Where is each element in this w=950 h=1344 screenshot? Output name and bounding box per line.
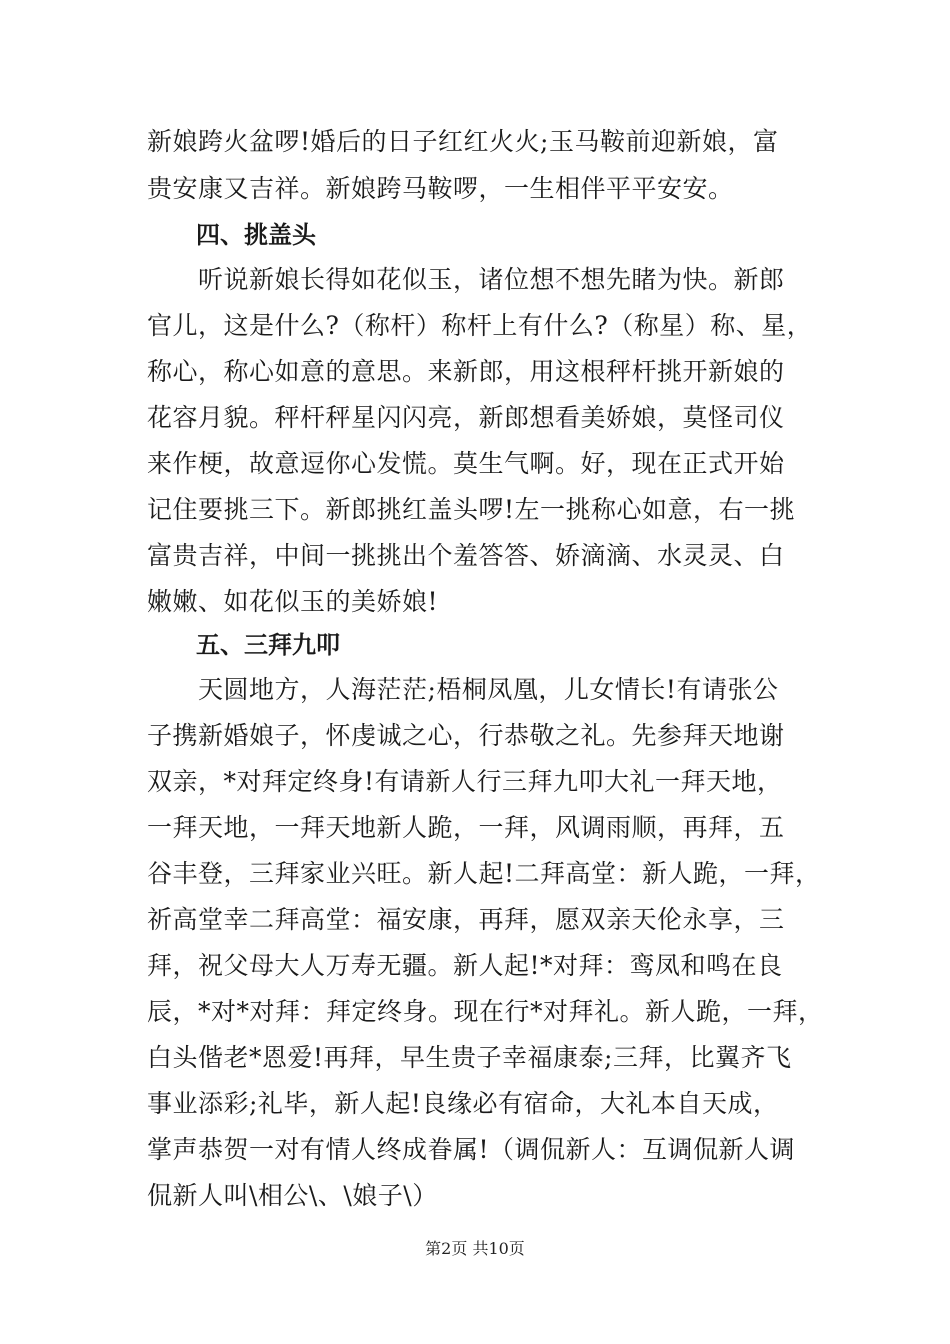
paragraph-line: 祈高堂幸二拜高堂：福安康，再拜，愿双亲天伦永享，三 xyxy=(147,905,785,934)
paragraph-line: 嫩嫩、如花似玉的美娇娘! xyxy=(147,587,439,616)
paragraph-line: 谷丰登，三拜家业兴旺。新人起!二拜高堂：新人跪，一拜， xyxy=(147,859,821,888)
paragraph-line: 新娘跨火盆啰!婚后的日子红红火火;玉马鞍前迎新娘，富 xyxy=(147,127,779,156)
paragraph-line: 记住要挑三下。新郎挑红盖头啰!左一挑称心如意，右一挑 xyxy=(147,495,796,524)
paragraph-line: 官儿，这是什么?（称杆）称杆上有什么?（称星）称、星， xyxy=(147,311,813,340)
paragraph-line: 白头偕老*恩爱!再拜，早生贵子幸福康泰;三拜，比翼齐飞 xyxy=(147,1043,792,1072)
paragraph-line: 称心，称心如意的意思。来新郎，用这根秤杆挑开新娘的 xyxy=(147,357,785,386)
paragraph-line: 拜，祝父母大人万寿无疆。新人起!*对拜：鸾凤和鸣在良 xyxy=(147,951,783,980)
paragraph-line: 双亲，*对拜定终身!有请新人行三拜九叩大礼一拜天地， xyxy=(147,767,783,796)
paragraph-line: 听说新娘长得如花似玉，诸位想不想先睹为快。新郎 xyxy=(147,265,785,294)
paragraph-line: 花容月貌。秤杆秤星闪闪亮，新郎想看美娇娘，莫怪司仪 xyxy=(147,403,785,432)
section-heading-5: 五、三拜九叩 xyxy=(196,631,340,659)
paragraph-line: 子携新婚娘子，怀虔诚之心，行恭敬之礼。先参拜天地谢 xyxy=(147,721,785,750)
paragraph-line: 富贵吉祥，中间一挑挑出个羞答答、娇滴滴、水灵灵、白 xyxy=(147,541,785,570)
paragraph-line: 辰，*对*对拜：拜定终身。现在行*对拜礼。新人跪，一拜， xyxy=(147,997,824,1026)
paragraph-line: 一拜天地，一拜天地新人跪，一拜，风调雨顺，再拜，五 xyxy=(147,813,785,842)
paragraph-line: 天圆地方，人海茫茫;梧桐凤凰，儿女情长!有请张公 xyxy=(147,675,779,704)
paragraph-line: 来作梗，故意逗你心发慌。莫生气啊。好，现在正式开始 xyxy=(147,449,785,478)
paragraph-line: 贵安康又吉祥。新娘跨马鞍啰，一生相伴平平安安。 xyxy=(147,174,734,203)
paragraph-line: 掌声恭贺一对有情人终成眷属!（调侃新人：互调侃新人调 xyxy=(147,1135,796,1164)
paragraph-line: 事业添彩;礼毕，新人起!良缘必有宿命，大礼本自天成， xyxy=(147,1089,779,1118)
page-number-footer: 第2页 共10页 xyxy=(425,1239,525,1258)
paragraph-line: 侃新人叫\相公\、\娘子\） xyxy=(147,1181,438,1210)
section-heading-4: 四、挑盖头 xyxy=(196,221,316,249)
